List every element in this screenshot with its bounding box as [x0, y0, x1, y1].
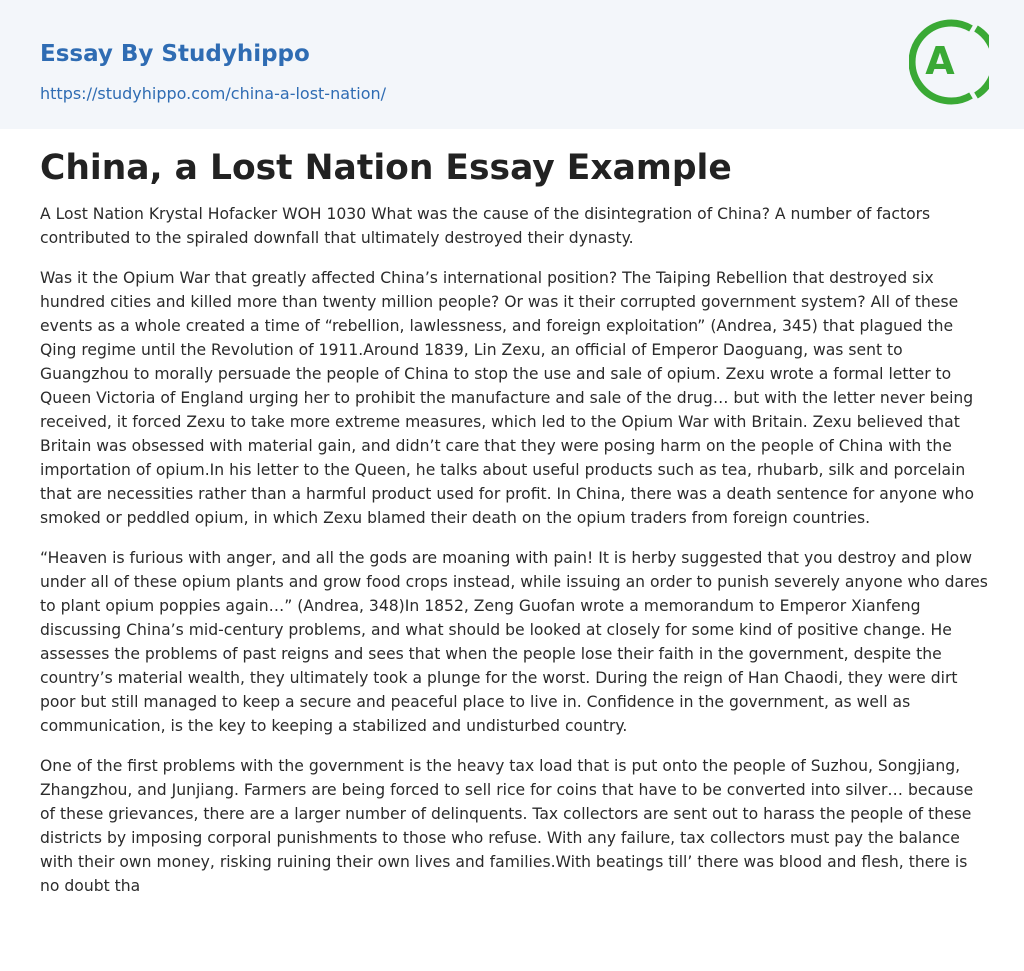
- article: [40, 146, 988, 914]
- brand-title[interactable]: Essay By Studyhippo: [40, 41, 310, 67]
- paragraph-tax-load: One of the first problems with the government is the heavy tax load that is put onto the people of Suzhou, Songjiang, Zhangzhou, and Junjiang. Farmers are being forced to sell rice for coins that have to be converted into silver… because of these grievances, there are a larger number of delinquents. Tax collectors are sent out to harass the people of these districts by imposing corporal punishments to those who refuse. With any failure, tax collectors must pay the balance with their own money, risking ruining their own lives and families.With beatings till’ there was blood and flesh, there is no doubt tha: [40, 757, 974, 895]
- essay-url-link[interactable]: https://studyhippo.com/china-a-lost-nation/: [40, 84, 387, 103]
- paragraph-zeng-guofan: “Heaven is furious with anger, and all the gods are moaning with pain! It is herby suggested that you destroy and plow under all of these opium plants and grow food crops instead, while issuing an order to punish severely anyone who dares to plant opium poppies again…” (Andrea, 348)In 1852, Zeng Guofan wrote a memorandum to Emperor Xianfeng discussing China’s mid-century problems, and what should be looked at closely for some kind of positive change. He assesses the problems of past reigns and sees that when the people lose their faith in the government, despite the country’s material wealth, they ultimately took a plunge for the worst. During the reign of Han Chaodi, they were dirt poor but still managed to keep a secure and peaceful place to live in. Confidence in the government, as well as communication, is the key to keeping a stabilized and undisturbed country.: [40, 549, 988, 735]
- paragraph-intro: A Lost Nation Krystal Hofacker WOH 1030 What was the cause of the disintegration of China? A number of factors contributed to the spiraled downfall that ultimately destroyed their dynasty.: [40, 205, 931, 247]
- logo-letter: A: [925, 39, 955, 83]
- site-header: [0, 0, 1024, 129]
- studyhippo-logo-icon[interactable]: [909, 17, 989, 107]
- paragraph-opium-war: Was it the Opium War that greatly affected China’s international position? The Taiping Rebellion that destroyed six hundred cities and killed more than twenty million people? Or was it their corrupted government system? All of these events as a whole created a time of “rebellion, lawlessness, and foreign exploitation” (Andrea, 345) that plagued the Qing regime until the Revolution of 1911.Around 1839, Lin Zexu, an official of Emperor Daoguang, was sent to Guangzhou to morally persuade the people of China to stop the use and sale of opium. Zexu wrote a formal letter to Queen Victoria of England urging her to prohibit the manufacture and sale of the drug… but with the letter never being received, it forced Zexu to take more extreme measures, which led to the Opium War with Britain. Zexu believed that Britain was obsessed with material gain, and didn’t care that they were posing harm on the people of China with the importation of opium.In his letter to the Queen, he talks about useful products such as tea, rhubarb, silk and porcelain that are necessities rather than a harmful product used for profit. In China, there was a death sentence for anyone who smoked or peddled opium, in which Zexu blamed their death on the opium traders from foreign countries.: [40, 269, 975, 527]
- page-title: China, a Lost Nation Essay Example: [40, 148, 732, 188]
